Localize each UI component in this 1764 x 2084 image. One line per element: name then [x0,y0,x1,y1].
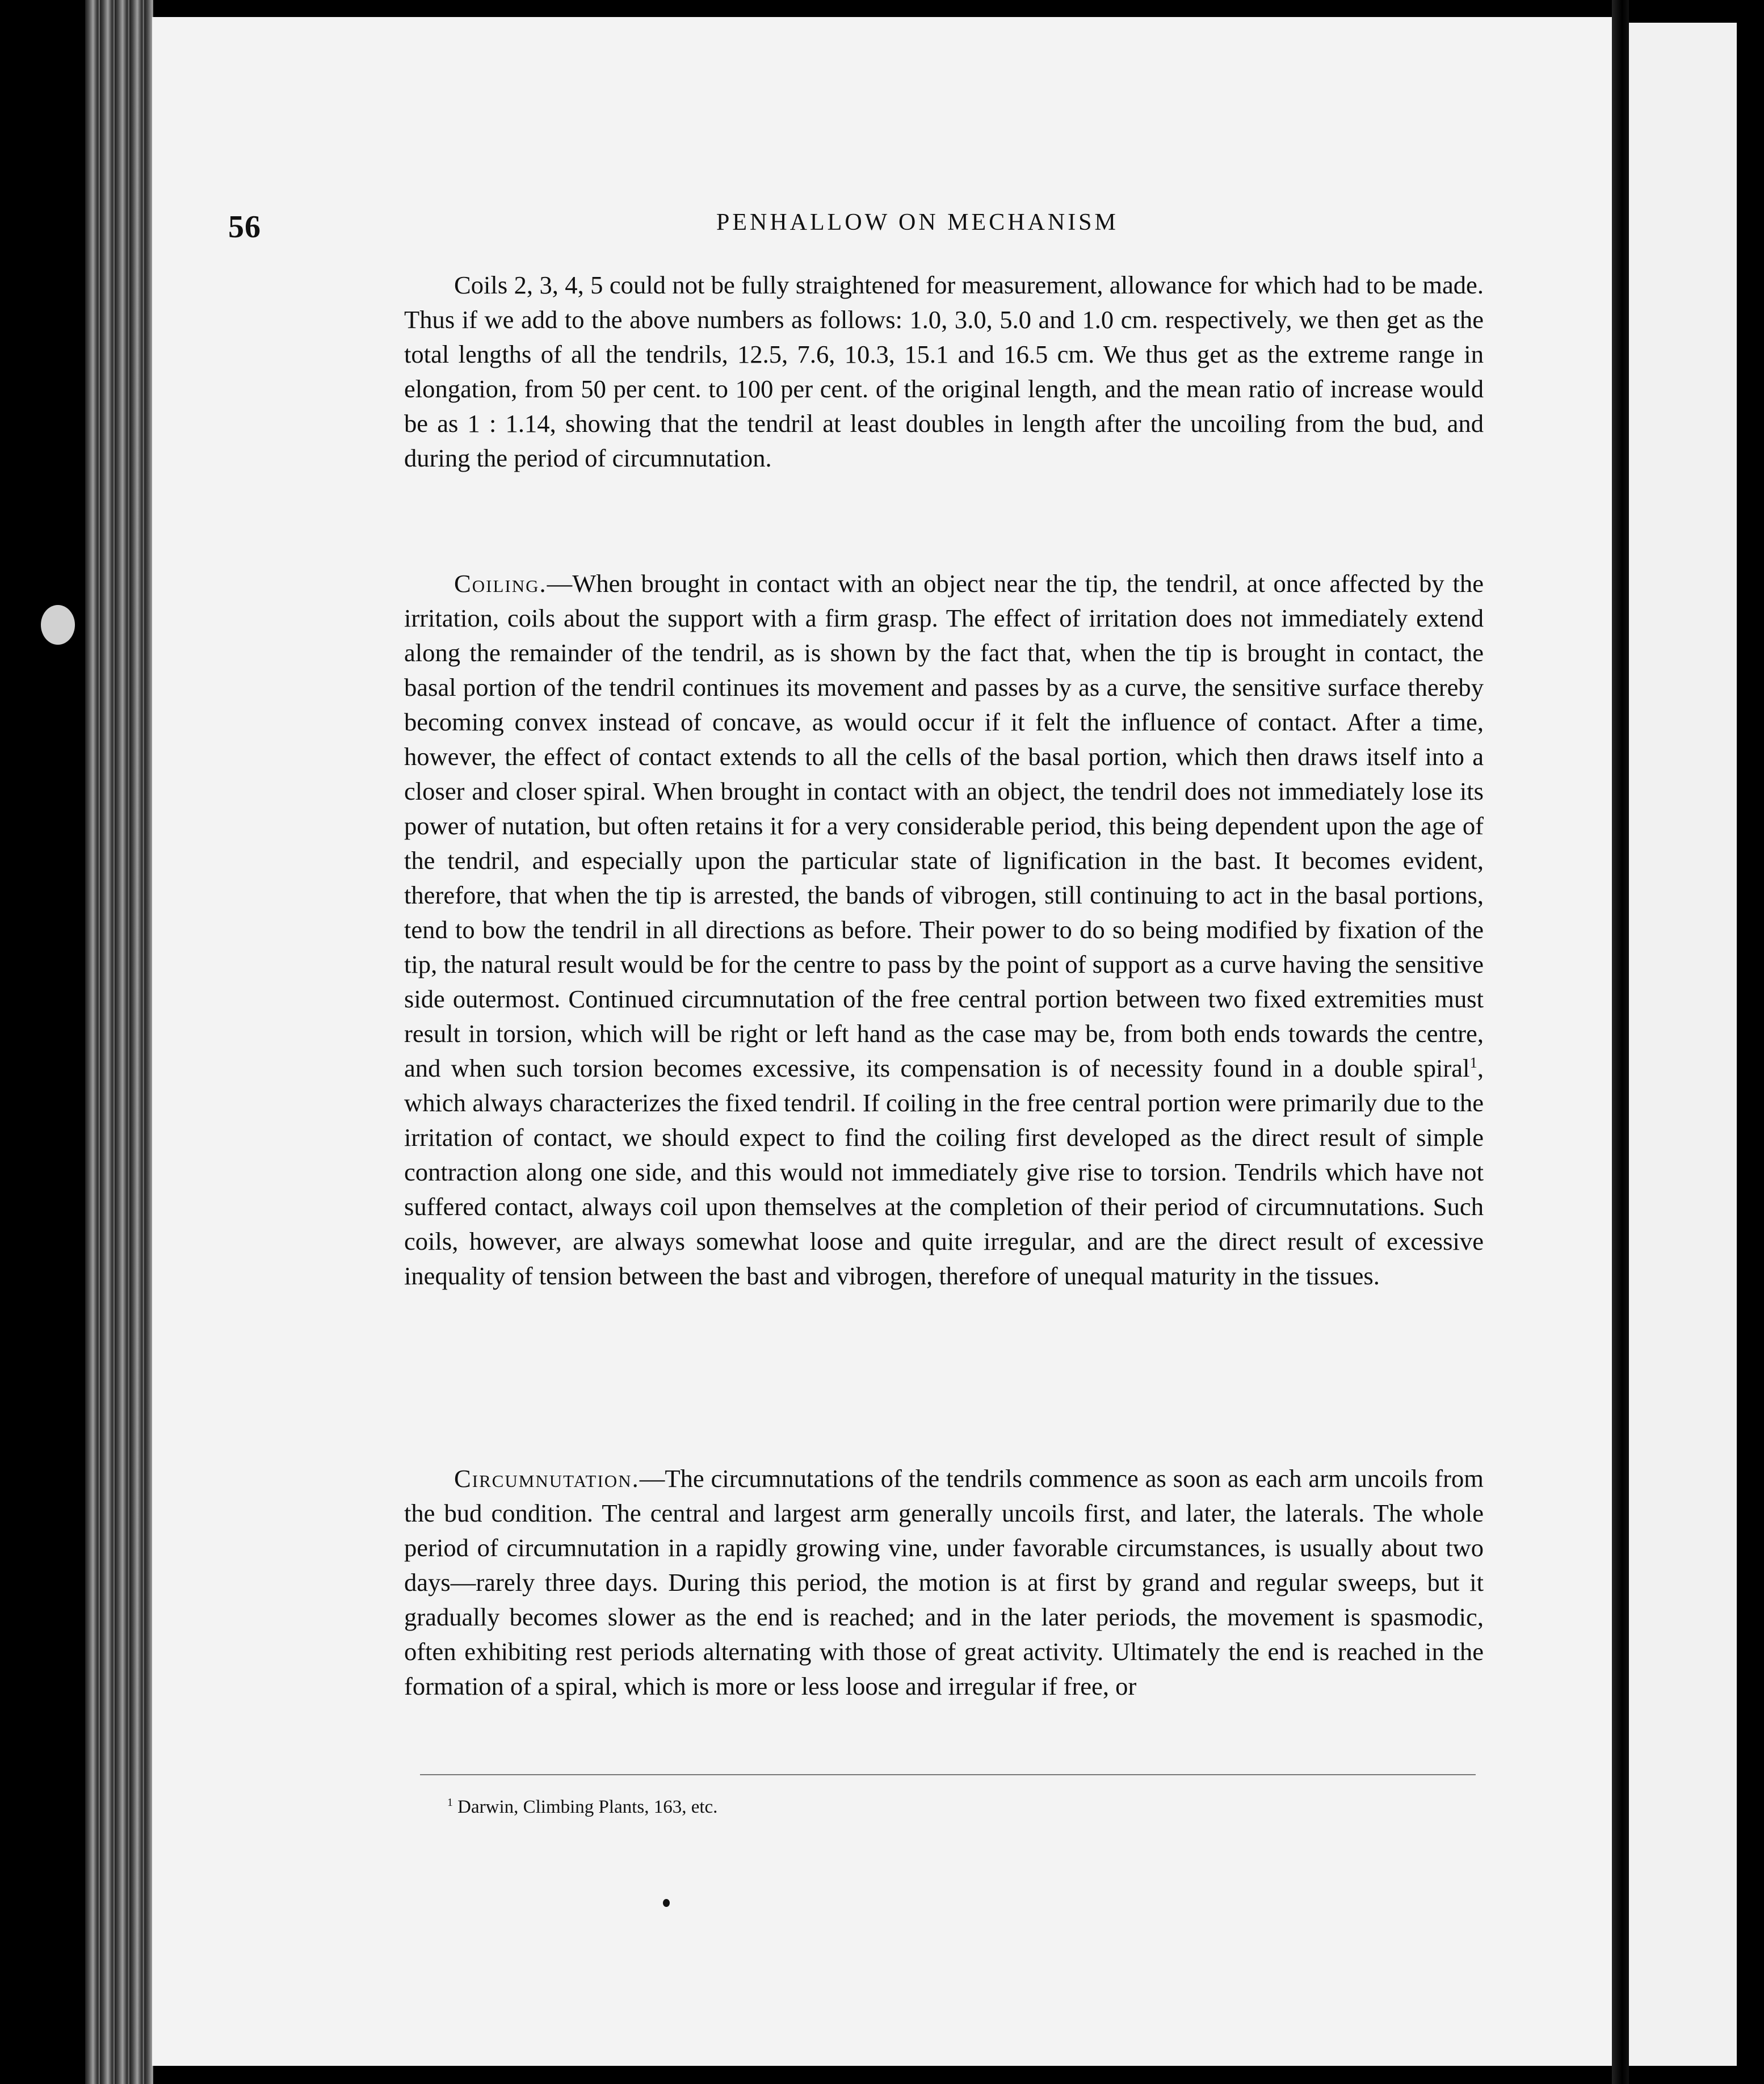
paragraph-text [404,1461,1484,1704]
footnote-reference: 1 [1469,1054,1477,1072]
paragraph-circumnutation [404,1461,1484,1704]
adjacent-page-edge [1629,23,1737,2066]
footnote-divider [420,1774,1476,1775]
paragraph-measurements [404,268,1484,476]
paragraph-text-part: , which always characterizes the fixed tendril. If coiling in the free central portion were primarily due to the irritation of contact, we should expect to find the coiling first developed as the direct result of simple contraction along one side, and this would not immediately give rise to torsion. Tendrils which have not suffered contact, always coil upon themselves at the completion of their period of circumnutations. Such coils, however, are always somewhat loose and quite irregular, and are the direct result of excessive inequality of tension between the bast and vibrogen, therefore of unequal maturity in the tissues. [404,1054,1484,1290]
footnote [447,1797,717,1818]
section-lead-coiling: Coiling. [454,569,547,598]
page-number: 56 [228,209,261,245]
section-lead-circumnutation: Circumnutation. [454,1464,640,1493]
paragraph-text: Coils 2, 3, 4, 5 could not be fully straightened for measurement, allowance for which had to be made. Thus if we add to the above numbers as follows: 1.0, 3.0, 5.0 and 1.0 cm. respectively, we then get as the total lengths of all the tendrils, 12.5, 7.6, 10.3, 15.1 and 16.5 cm. We thus get as the extreme range in elongation, from 50 per cent. to 100 per cent. of the original length, and the mean ratio of increase would be as 1 : 1.14, showing that the tendril at least doubles in length after the uncoiling from the bud, and during the period of circumnutation. [404,271,1484,472]
ink-speck [663,1899,670,1907]
gutter-shadow [1612,0,1629,2084]
margin-blot [41,605,75,645]
paragraph-text-part: —When brought in contact with an object near the tip, the tendril, at once affected by the irritation, coils about the support with a firm grasp. The effect of irritation does not immediately extend along the remainder of the tendril, as is shown by the fact that, when the tip is brought in contact, the basal portion of the tendril continues its movement and passes by as a curve, the sensitive surface thereby becoming convex instead of concave, as would occur if it felt the influence of contact. After a time, however, the effect of contact extends to all the cells of the basal portion, which then draws itself into a closer and closer spiral. When brought in contact with an object, the tendril does not immediately lose its power of nutation, but often retains it for a very considerable period, this being dependent upon the age of the tendril, and especially upon the particular state of lignification in the bast. It becomes evident, therefore, that when the tip is arrested, the bands of vibrogen, still continuing to act in the basal portions, tend to bow the tendril in all directions as before. Their power to do so being modified by fixation of the tip, the natural result would be for the centre to pass by the point of support as a curve having the sensitive side outermost. Continued circumnutation of the free central portion between two fixed extremities must result in torsion, which will be right or left hand as the case may be, from both ends towards the centre, and when such torsion becomes excessive, its compensation is of necessity found in a double spiral [404,569,1484,1082]
footnote-mark: 1 [447,1796,453,1809]
paragraph-text [404,566,1484,1293]
footnote-text: Darwin, Climbing Plants, 163, etc. [457,1797,718,1817]
paragraph-text-part: —The circumnutations of the tendrils commence as soon as each arm uncoils from the bud condition. The central and largest arm generally uncoils first, and later, the laterals. The whole period of circumnutation in a rapidly growing vine, under favorable circumstances, is usually about two days—rarely three days. During this period, the motion is at first by grand and regular sweeps, but it gradually becomes slower as the end is reached; and in the later periods, the movement is spasmodic, often exhibiting rest periods alternating with those of great activity. Ultimately the end is reached in the formation of a spiral, which is more or less loose and irregular if free, or [404,1464,1484,1700]
paragraph-coiling [404,566,1484,1293]
running-head: PENHALLOW ON MECHANISM [716,209,1119,236]
page-binding-edge [85,0,153,2084]
